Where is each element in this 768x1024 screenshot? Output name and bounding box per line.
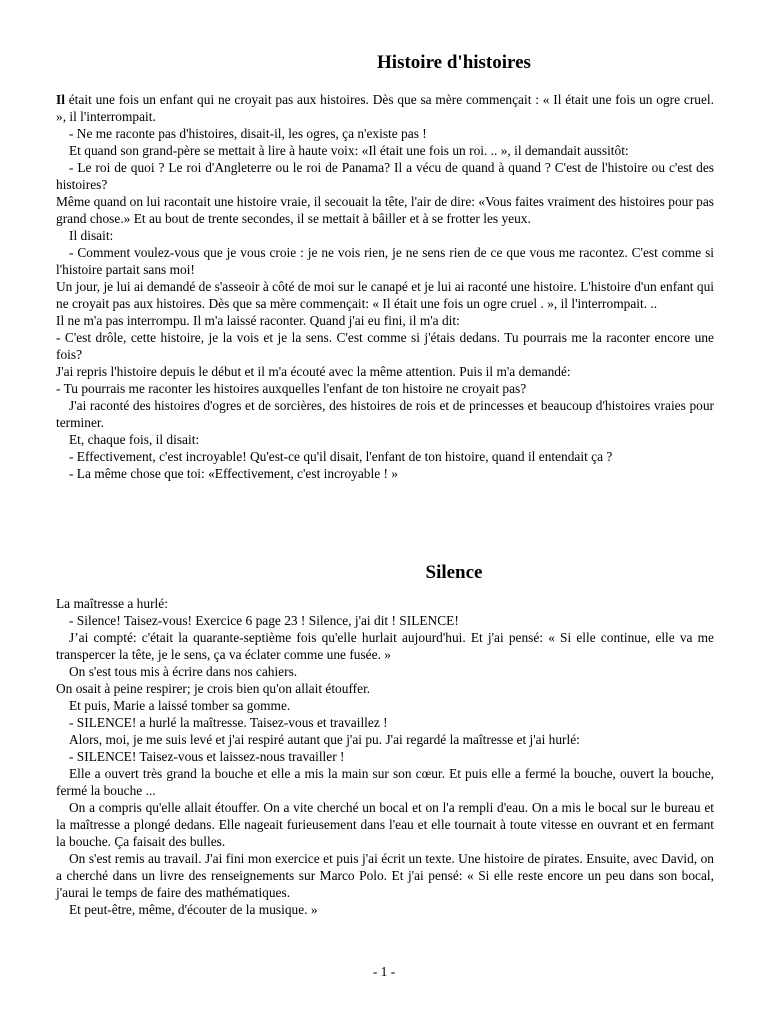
paragraph-text: On s'est tous mis à écrire dans nos cahiers. [69, 664, 298, 679]
paragraph [56, 91, 714, 125]
paragraph [56, 731, 714, 748]
paragraph [56, 227, 714, 244]
paragraph [56, 629, 714, 663]
paragraph-text: J'ai repris l'histoire depuis le début et il m'a écouté avec la même attention. Puis il m'a demandé: [56, 364, 571, 379]
paragraph [56, 244, 714, 278]
story-title-histoire: Histoire d'histoires [377, 52, 531, 73]
paragraph [56, 159, 714, 193]
paragraph-text: Il disait: [69, 228, 114, 243]
paragraph [56, 312, 714, 329]
paragraph-text: Et, chaque fois, il disait: [69, 432, 200, 447]
paragraph-text: Un jour, je lui ai demandé de s'asseoir à côté de moi sur le canapé et je lui ai raconté une histoire. L'histoire d'un enfant qui ne croyait pas aux histoires. Dès que sa mère commençait: « Il était une fois un ogre cruel . », il l'interrompait. .. [56, 279, 714, 311]
paragraph [56, 329, 714, 363]
paragraph [56, 278, 714, 312]
paragraph-text: - Silence! Taisez-vous! Exercice 6 page 23 ! Silence, j'ai dit ! SILENCE! [69, 613, 459, 628]
paragraph [56, 901, 714, 918]
paragraph-text: - Le roi de quoi ? Le roi d'Angleterre ou le roi de Panama? Il a vécu de quand à quand ? C'est de l'histoire ou c'est des histoires? [56, 160, 714, 192]
paragraph [56, 663, 714, 680]
paragraph [56, 799, 714, 850]
paragraph [56, 363, 714, 380]
first-word: Il [56, 92, 65, 107]
story-body-silence [56, 595, 714, 918]
paragraph-text: Et puis, Marie a laissé tomber sa gomme. [69, 698, 291, 713]
paragraph-text: - Tu pourrais me raconter les histoires auxquelles l'enfant de ton histoire ne croyait pas? [56, 381, 527, 396]
paragraph [56, 125, 714, 142]
paragraph [56, 193, 714, 227]
paragraph [56, 612, 714, 629]
paragraph-text: - La même chose que toi: «Effectivement, c'est incroyable ! » [69, 466, 398, 481]
paragraph [56, 680, 714, 697]
paragraph-text: J'ai raconté des histoires d'ogres et de sorcières, des histoires de rois et de princesses et beaucoup d'histoires vraies pour terminer. [56, 398, 714, 430]
paragraph-text: Elle a ouvert très grand la bouche et elle a mis la main sur son cœur. Et puis elle a fermé la bouche, ouvert la bouche, fermé la bouche ... [56, 766, 714, 798]
paragraph [56, 142, 714, 159]
paragraph-text: Et peut-être, même, d'écouter de la musique. » [69, 902, 318, 917]
paragraph-text: Même quand on lui racontait une histoire vraie, il secouait la tête, l'air de dire: «Vous faites vraiment des histoires pour pas grand chose.» Et au bout de trente secondes, il se mettait à bâiller et à se frotter les yeux. [56, 194, 714, 226]
paragraph [56, 448, 714, 465]
paragraph-text: - SILENCE! Taisez-vous et laissez-nous travailler ! [69, 749, 345, 764]
paragraph-text: était une fois un enfant qui ne croyait pas aux histoires. Dès que sa mère commençait : « Il était une fois un ogre cruel. », il l'interrompait. [56, 92, 714, 124]
paragraph-text: - SILENCE! a hurlé la maîtresse. Taisez-vous et travaillez ! [69, 715, 388, 730]
paragraph-text: On osait à peine respirer; je crois bien qu'on allait étouffer. [56, 681, 371, 696]
paragraph-text: On s'est remis au travail. J'ai fini mon exercice et puis j'ai écrit un texte. Une histoire de pirates. Ensuite, avec David, on a cherché dans un livre des renseignements sur Marco Polo. Et j'ai pensé: « Si elle reste encore un peu dans son bocal, j'aurai le temps de faire des mathématiques. [56, 851, 714, 900]
paragraph [56, 465, 714, 482]
paragraph-text: - C'est drôle, cette histoire, je la vois et je la sens. C'est comme si j'étais dedans. Tu pourrais me la raconter encore une fois? [56, 330, 714, 362]
paragraph-text: - Comment voulez-vous que je vous croie : je ne vois rien, je ne sens rien de ce que vous me racontez. C'est comme si l'histoire partait sans moi! [56, 245, 714, 277]
paragraph [56, 748, 714, 765]
paragraph-text: Il ne m'a pas interrompu. Il m'a laissé raconter. Quand j'ai eu fini, il m'a dit: [56, 313, 460, 328]
story-body-histoire [56, 91, 714, 482]
paragraph-text: J’ai compté: c'était la quarante-septième fois qu'elle hurlait aujourd'hui. Et j'ai pensé: « Si elle continue, elle va me transpercer la tête, je le sens, ça va éclater comme une fusée. » [56, 630, 714, 662]
paragraph-text: On a compris qu'elle allait étouffer. On a vite cherché un bocal et on l'a rempli d'eau. On a mis le bocal sur le bureau et la maîtresse a plongé dedans. Elle nageait furieusement dans l'eau et elle tournait à toute vitesse en ouvrant et en fermant la bouche. Ça faisait des bulles. [56, 800, 714, 849]
story-title-silence: Silence [425, 562, 483, 583]
paragraph [56, 765, 714, 799]
paragraph [56, 850, 714, 901]
paragraph-text: Alors, moi, je me suis levé et j'ai respiré autant que j'ai pu. J'ai regardé la maîtresse et j'ai hurlé: [69, 732, 580, 747]
paragraph [56, 714, 714, 731]
paragraph [56, 397, 714, 431]
paragraph [56, 595, 714, 612]
paragraph-text: - Ne me raconte pas d'histoires, disait-il, les ogres, ça n'existe pas ! [69, 126, 427, 141]
paragraph-text: La maîtresse a hurlé: [56, 596, 168, 611]
page-number: - 1 - [372, 964, 396, 979]
paragraph [56, 431, 714, 448]
paragraph [56, 380, 714, 397]
paragraph [56, 697, 714, 714]
paragraph-text: Et quand son grand-père se mettait à lire à haute voix: «Il était une fois un roi. .. », il demandait aussitôt: [69, 143, 629, 158]
paragraph-text: - Effectivement, c'est incroyable! Qu'est-ce qu'il disait, l'enfant de ton histoire, quand il entendait ça ? [69, 449, 613, 464]
